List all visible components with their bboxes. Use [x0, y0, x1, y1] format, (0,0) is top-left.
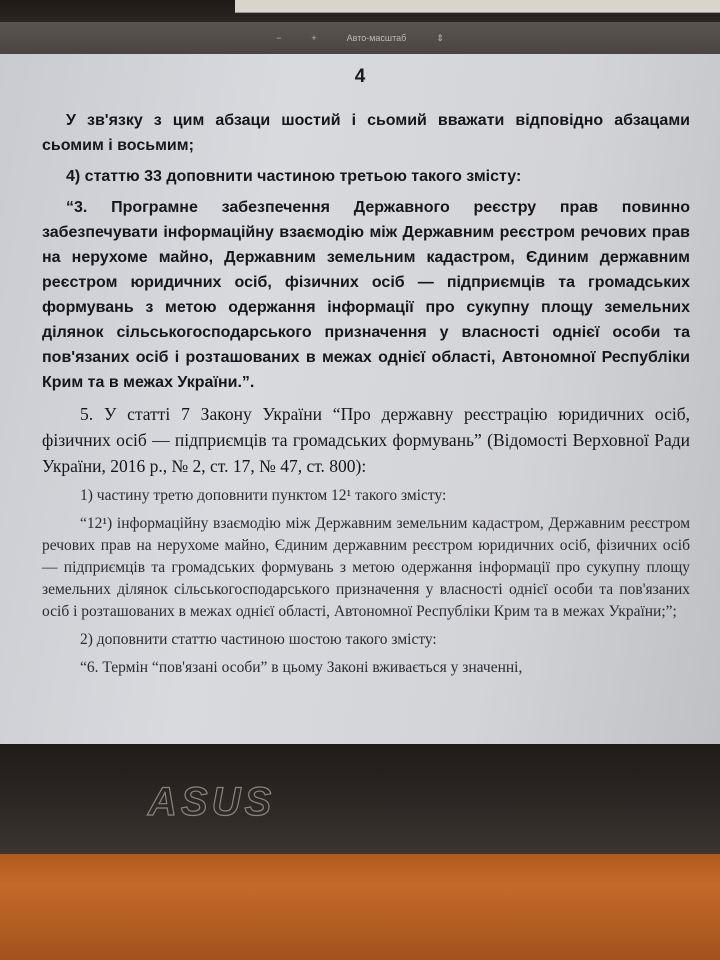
- asus-logo: ASUS: [148, 780, 276, 824]
- desk-surface: [0, 854, 720, 960]
- paragraph: 4) статтю 33 доповнити частиною третьою такого змісту:: [66, 168, 522, 185]
- zoom-out-button[interactable]: −: [276, 33, 282, 43]
- paragraph: “6. Термін “пов'язані особи” в цьому Законі вживається у значенні,: [80, 659, 523, 676]
- paragraph: “3. Програмне забезпечення Державного реєстру прав повинно забезпечувати інформаційну взаємодію між Державним реєстром речових прав на нерухоме майно, Державним земельним кадастром, Єдиним державним реєстром юридичних осіб, фізичних осіб — підприємців та громадських формувань з метою одержання інформації про сукупну площу земельних ділянок сільськогосподарського призначення у власності однієї особи та пов'язаних осіб і розташованих в межах однієї області, Автономної Республіки Крим та в межах України.”.: [42, 199, 690, 391]
- paragraph: 2) доповнити статтю частиною шостою такого змісту:: [80, 631, 437, 648]
- paragraph: 1) частину третю доповнити пунктом 12¹ такого змісту:: [80, 487, 447, 504]
- chevron-icon[interactable]: ⇕: [436, 32, 444, 43]
- laptop-bezel: [0, 744, 720, 854]
- zoom-select[interactable]: Авто-масштаб: [346, 33, 407, 43]
- paragraph: “12¹) інформаційну взаємодію між Державним земельним кадастром, Державним реєстром речових прав на нерухоме майно, Єдиним державним реєстром юридичних осіб, фізичних осіб — підприємців та громадських формувань з метою одержання інформації про сукупну площу земельних ділянок сільськогосподарського призначення у власності однієї особи та пов'язаних осіб і розташованих в межах однієї області, Автономної Республіки Крим та в межах України;”;: [42, 515, 690, 620]
- zoom-in-button[interactable]: +: [311, 33, 317, 43]
- window-edge: [235, 0, 720, 13]
- document-text: [42, 108, 690, 685]
- document-page: [0, 54, 720, 744]
- pdf-viewer-toolbar: [0, 22, 720, 54]
- page-number: 4: [354, 66, 366, 87]
- paragraph: У зв'язку з цим абзаци шостий і сьомий вважати відповідно абзацами сьомим і восьмим;: [42, 112, 690, 154]
- paragraph: 5. У статті 7 Закону України “Про державну реєстрацію юридичних осіб, фізичних осіб — підприємців та громадських формувань” (Відомості Верховної Ради України, 2016 р., № 2, ст. 17, № 47, ст. 800):: [42, 404, 690, 476]
